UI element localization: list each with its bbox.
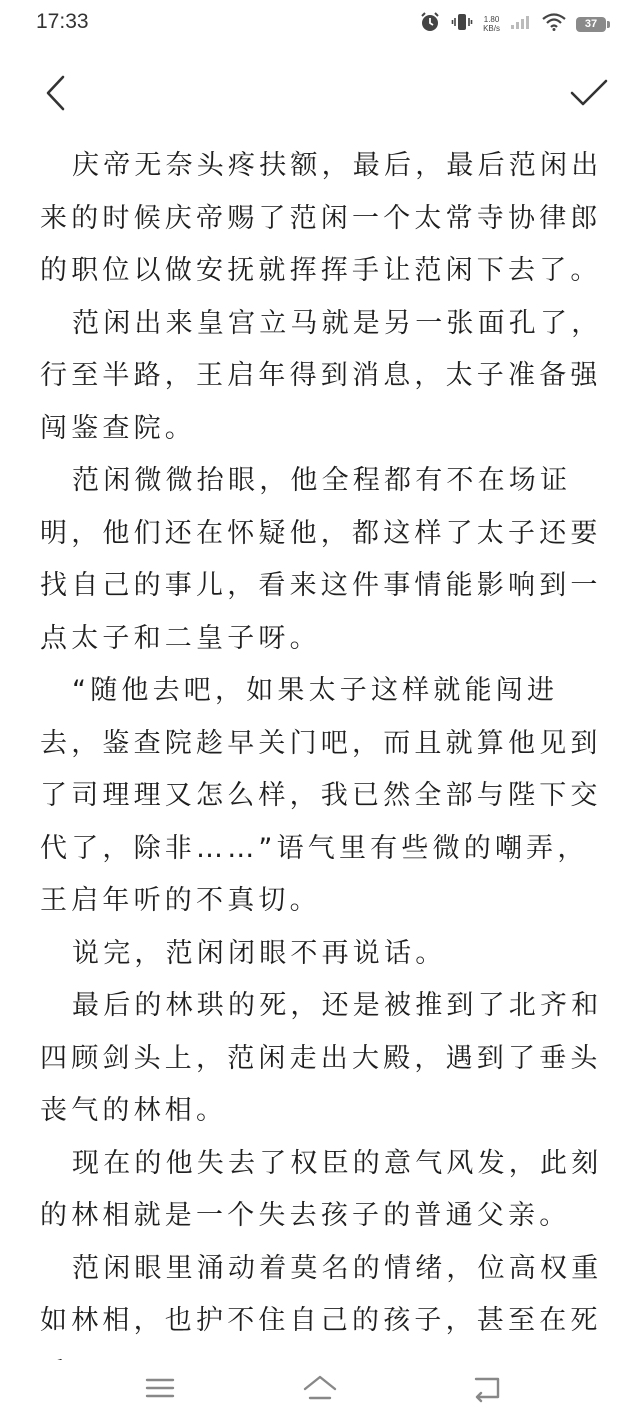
- paragraph: 说完，范闲闭眼不再说话。: [72, 937, 447, 969]
- system-back-button[interactable]: [458, 1370, 518, 1410]
- battery-icon: [576, 17, 606, 32]
- alarm-icon: [419, 11, 441, 37]
- paragraph: “随他去吧，如果太子这样就能闯进去，鉴查院趁早关门吧，而且就算他见到了司理理又怎么样，我已然全部与陛下交代了，除非……”语气里有些微的嘲弄，王启年听的不真切。: [40, 675, 602, 916]
- chevron-left-icon: [42, 73, 68, 117]
- paragraph: 现在的他失去了权臣的意气风发，此刻的林相就是一个失去孩子的普通父亲。: [40, 1147, 603, 1231]
- checkmark-icon: [569, 77, 609, 113]
- battery-level: 37: [584, 18, 598, 30]
- recent-apps-button[interactable]: [130, 1370, 190, 1410]
- net-speed-value: 1.80: [483, 15, 500, 24]
- paragraph: 范闲眼里涌动着莫名的情绪，位高权重如林相，也护不住自己的孩子，甚至在死: [40, 1252, 603, 1336]
- vibrate-icon: [451, 11, 473, 37]
- paragraph: 庆帝无奈头疼扶额，最后，最后范闲出来的时候庆帝赐了范闲一个太常寺协律郎的职位以做安抚就挥挥手让范闲下去了。: [40, 150, 603, 286]
- net-speed-unit: KB/s: [483, 24, 500, 33]
- paragraph: 最后的林珙的死，还是被推到了北齐和四顾剑头上，范闲走出大殿，遇到了垂头丧气的林相。: [40, 990, 603, 1126]
- paragraph: 范闲微微抬眼，他全程都有不在场证明，他们还在怀疑他，都这样了太子还要找自己的事儿，看来这件事情能影响到一点太子和二皇子呀。: [40, 465, 602, 654]
- navigation-bar: [0, 1360, 640, 1427]
- toolbar: [0, 60, 640, 130]
- status-time: 17:33: [36, 10, 89, 33]
- back-button[interactable]: [30, 72, 80, 118]
- paragraph: 范闲出来皇宫立马就是另一张面孔了，行至半路，王启年得到消息，太子准备强闯鉴查院。: [40, 307, 603, 444]
- status-bar: [0, 0, 640, 48]
- home-button[interactable]: [290, 1370, 350, 1410]
- home-icon: [302, 1374, 338, 1406]
- status-icons: [419, 12, 606, 36]
- signal-icon: [510, 14, 532, 34]
- article-content[interactable]: [40, 140, 610, 1355]
- wifi-icon: [542, 13, 566, 35]
- back-icon: [472, 1374, 504, 1406]
- confirm-button[interactable]: [562, 72, 616, 118]
- menu-icon: [145, 1376, 175, 1404]
- net-speed: [483, 15, 500, 33]
